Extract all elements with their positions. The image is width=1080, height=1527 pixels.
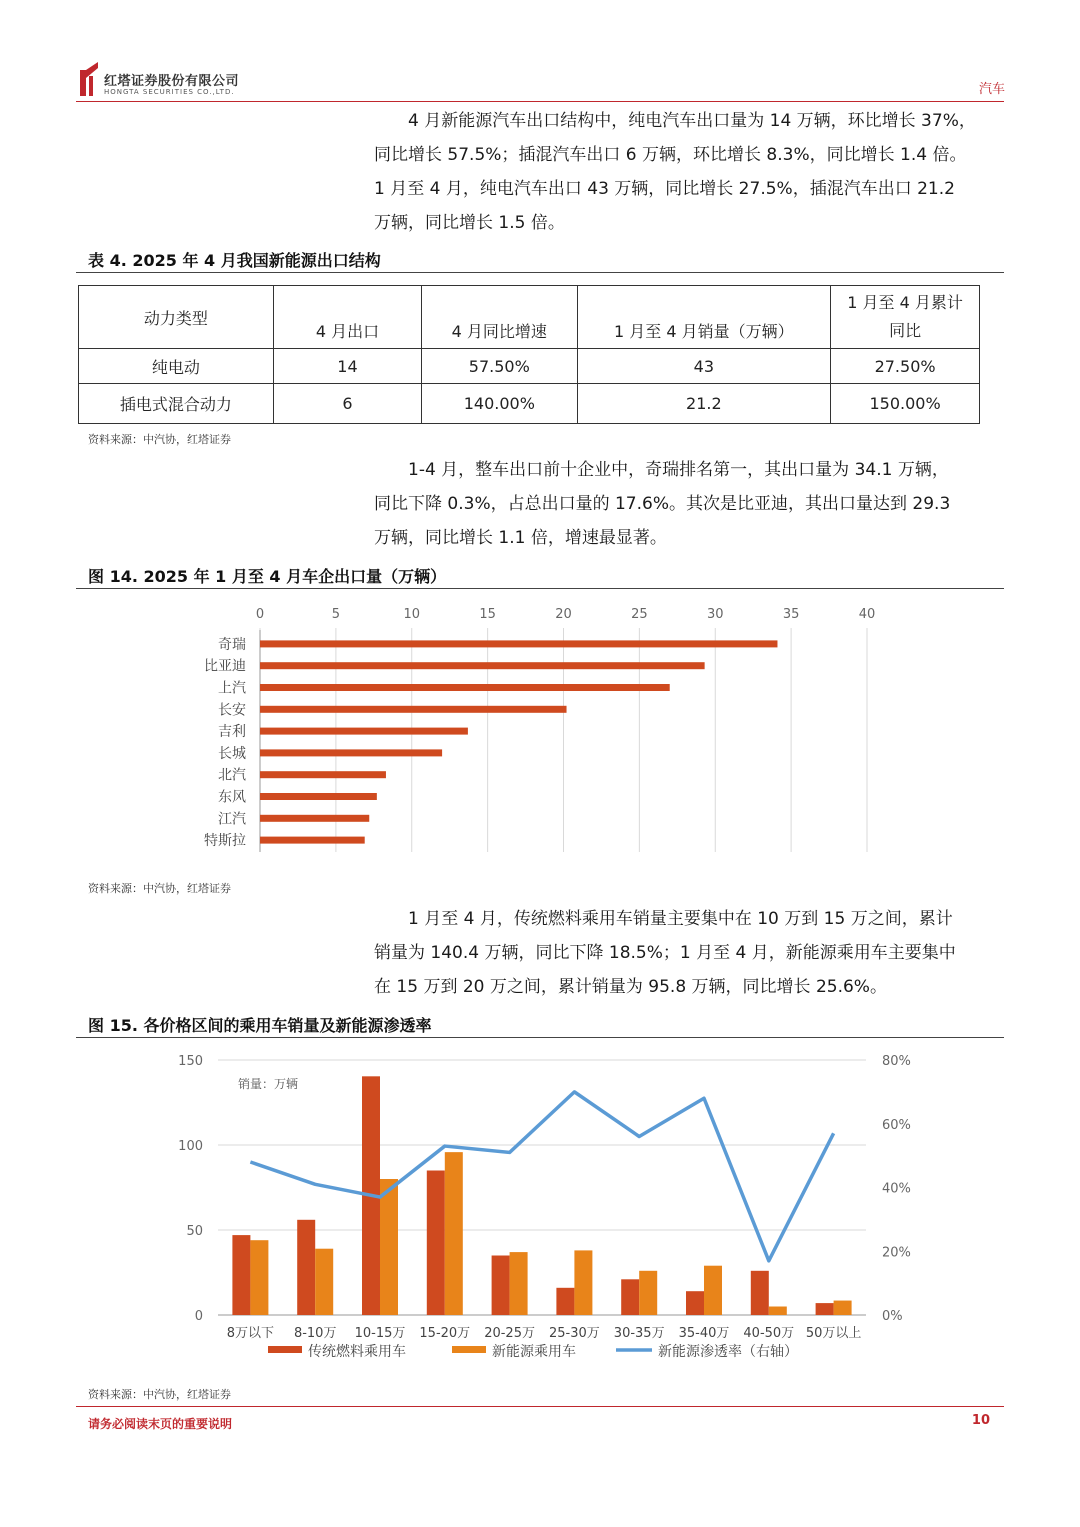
- nev-penetration-line: [250, 1092, 833, 1261]
- x-category-label: 50万以上: [805, 1326, 862, 1341]
- company-name-en: HONGTA SECURITIES CO.,LTD.: [104, 88, 235, 96]
- right-tick-label: 20%: [882, 1245, 911, 1261]
- text-line: 1 月至 4 月，传统燃料乘用车销量主要集中在 10 万到 15 万之间，累计: [408, 909, 953, 929]
- caption-rule: [76, 588, 1004, 589]
- automaker-export-bar-chart: [76, 590, 1004, 870]
- left-tick-label: 0: [194, 1309, 203, 1324]
- x-tick-label: 40: [858, 607, 876, 622]
- company-name-cn: 红塔证券股份有限公司: [104, 74, 240, 89]
- bar-ice-8万以下: [232, 1235, 250, 1315]
- y-category-label: 长城: [218, 745, 246, 762]
- bar-ice-25-30万: [556, 1288, 574, 1315]
- bar-吉利: [260, 728, 468, 735]
- legend-label: 新能源渗透率（右轴）: [658, 1344, 798, 1360]
- left-tick-label: 100: [178, 1139, 203, 1154]
- x-tick-label: 15: [479, 607, 496, 622]
- table-header-cell: 1 月至 4 月销量（万辆）: [577, 286, 831, 349]
- table-cell: 插电式混合动力: [79, 384, 274, 424]
- legend-swatch-ice: [268, 1346, 302, 1353]
- x-tick-label: 10: [403, 607, 421, 622]
- header-text: 1 月至 4 月累计同比: [847, 293, 963, 340]
- right-tick-label: 80%: [882, 1054, 911, 1069]
- bar-奇瑞: [260, 640, 777, 647]
- ev-export-table: [78, 285, 980, 424]
- x-tick-label: 25: [631, 607, 648, 622]
- text-line: 1 月至 4 月，纯电汽车出口 43 万辆，同比增长 27.5%，插混汽车出口 21.2: [374, 179, 955, 199]
- text-line: 同比下降 0.3%，占总出口量的 17.6%。其次是比亚迪，其出口量达到 29.3: [374, 494, 951, 514]
- bar-nev-8-10万: [315, 1249, 333, 1315]
- bar-nev-15-20万: [445, 1152, 463, 1315]
- x-tick-label: 0: [255, 607, 265, 622]
- paragraph-automaker-exports: [374, 453, 1006, 555]
- text-line: 4 月新能源汽车出口结构中，纯电汽车出口量为 14 万辆，环比增长 37%，: [408, 111, 976, 131]
- sector-label: 汽车: [978, 82, 1005, 97]
- text-line: 万辆，同比增长 1.5 倍。: [374, 213, 565, 233]
- figure-source: 资料来源：中汽协，红塔证券: [88, 882, 231, 895]
- right-tick-label: 0%: [882, 1309, 903, 1324]
- footer-divider: [76, 1406, 1004, 1407]
- bar-ice-30-35万: [621, 1279, 639, 1315]
- table-cell: 6: [273, 384, 421, 424]
- y-category-label: 奇瑞: [218, 636, 246, 653]
- bar-nev-10-15万: [380, 1179, 398, 1315]
- legend-label: 传统燃料乘用车: [308, 1344, 406, 1360]
- table-cell: 27.50%: [831, 349, 980, 384]
- paragraph-ev-export-structure: [374, 104, 1006, 240]
- right-tick-label: 40%: [882, 1181, 911, 1197]
- y-category-label: 比亚迪: [204, 658, 246, 675]
- x-tick-label: 5: [331, 607, 341, 622]
- y-category-label: 长安: [218, 702, 246, 719]
- footer-note: 请务必阅读末页的重要说明: [88, 1417, 233, 1431]
- paragraph-price-range-sales: [374, 902, 1006, 1004]
- bar-长城: [260, 749, 442, 756]
- figure-caption: 图 15. 各价格区间的乘用车销量及新能源渗透率: [88, 1016, 432, 1035]
- bar-nev-30-35万: [639, 1271, 657, 1315]
- bar-特斯拉: [260, 837, 365, 844]
- bar-nev-40-50万: [769, 1307, 787, 1316]
- table-cell: 21.2: [577, 384, 831, 424]
- unit-annotation: 销量：万辆: [238, 1077, 299, 1091]
- x-category-label: 20-25万: [484, 1326, 535, 1341]
- company-logo-icon: [80, 62, 98, 96]
- table-header-cell: 4 月同比增速: [422, 286, 577, 349]
- figure-source: 资料来源：中汽协，红塔证券: [88, 1388, 231, 1401]
- bar-ice-50万以上: [816, 1303, 834, 1315]
- bar-ice-40-50万: [751, 1271, 769, 1315]
- left-tick-label: 150: [178, 1054, 203, 1069]
- text-line: 在 15 万到 20 万之间，累计销量为 95.8 万辆，同比增长 25.6%。: [374, 977, 887, 997]
- x-category-label: 40-50万: [743, 1326, 795, 1341]
- bar-ice-35-40万: [686, 1291, 704, 1315]
- header-divider: [76, 101, 1004, 102]
- bar-ice-20-25万: [492, 1256, 510, 1316]
- caption-rule: [76, 1037, 1004, 1038]
- table-cell: 纯电动: [79, 349, 274, 384]
- page-number: 10: [971, 1413, 990, 1428]
- table-cell: 43: [577, 349, 831, 384]
- table-cell: 14: [273, 349, 421, 384]
- legend-label: 新能源乘用车: [492, 1344, 576, 1360]
- bar-江汽: [260, 815, 369, 822]
- bar-北汽: [260, 771, 386, 778]
- x-tick-label: 20: [555, 607, 572, 622]
- y-category-label: 吉利: [218, 724, 246, 741]
- table-row: [79, 384, 980, 424]
- bar-nev-8万以下: [250, 1240, 268, 1315]
- price-range-sales-combo-chart: [76, 1040, 1004, 1370]
- y-category-label: 江汽: [218, 811, 246, 828]
- text-line: 同比增长 57.5%；插混汽车出口 6 万辆，环比增长 8.3%，同比增长 1.4 倍。: [374, 145, 967, 165]
- legend-swatch-nev: [452, 1346, 486, 1353]
- x-category-label: 25-30万: [549, 1326, 600, 1341]
- y-category-label: 上汽: [218, 680, 246, 697]
- table-header-row: [79, 286, 980, 349]
- caption-rule: [76, 272, 1004, 273]
- x-category-label: 8万以下: [226, 1326, 275, 1341]
- bar-上汽: [260, 684, 670, 691]
- bar-ice-8-10万: [297, 1220, 315, 1315]
- bar-ice-15-20万: [427, 1171, 445, 1316]
- bar-nev-35-40万: [704, 1266, 722, 1315]
- y-category-label: 特斯拉: [204, 833, 246, 850]
- figure-caption: 图 14. 2025 年 1 月至 4 月车企出口量（万辆）: [88, 567, 447, 586]
- table-row: [79, 349, 980, 384]
- bar-nev-25-30万: [574, 1250, 592, 1315]
- x-category-label: 10-15万: [354, 1326, 406, 1341]
- text-line: 销量为 140.4 万辆，同比下降 18.5%；1 月至 4 月，新能源乘用车主要集中: [374, 943, 956, 963]
- table-source: 资料来源：中汽协，红塔证券: [88, 433, 231, 446]
- x-tick-label: 30: [706, 607, 724, 622]
- x-category-label: 30-35万: [613, 1326, 665, 1341]
- text-line: 万辆，同比增长 1.1 倍，增速最显著。: [374, 528, 667, 548]
- table-cell: 57.50%: [422, 349, 577, 384]
- text-line: 1-4 月，整车出口前十企业中，奇瑞排名第一，其出口量为 34.1 万辆，: [408, 460, 949, 480]
- table-cell: 150.00%: [831, 384, 980, 424]
- y-category-label: 东风: [218, 789, 246, 806]
- bar-nev-20-25万: [510, 1252, 528, 1315]
- table-cell: 140.00%: [422, 384, 577, 424]
- bar-东风: [260, 793, 377, 800]
- left-tick-label: 50: [186, 1224, 203, 1239]
- table-caption: 表 4. 2025 年 4 月我国新能源出口结构: [88, 251, 381, 270]
- table-header-cell: 动力类型: [79, 286, 274, 349]
- bar-nev-50万以上: [834, 1301, 852, 1315]
- right-tick-label: 60%: [882, 1117, 911, 1133]
- table-header-cell: [831, 286, 980, 349]
- x-category-label: 15-20万: [419, 1326, 471, 1341]
- bar-长安: [260, 706, 567, 713]
- bar-比亚迪: [260, 662, 705, 669]
- table-header-cell: 4 月出口: [273, 286, 421, 349]
- y-category-label: 北汽: [218, 767, 246, 784]
- x-category-label: 35-40万: [678, 1326, 730, 1341]
- x-category-label: 8-10万: [293, 1326, 337, 1341]
- x-tick-label: 35: [782, 607, 800, 622]
